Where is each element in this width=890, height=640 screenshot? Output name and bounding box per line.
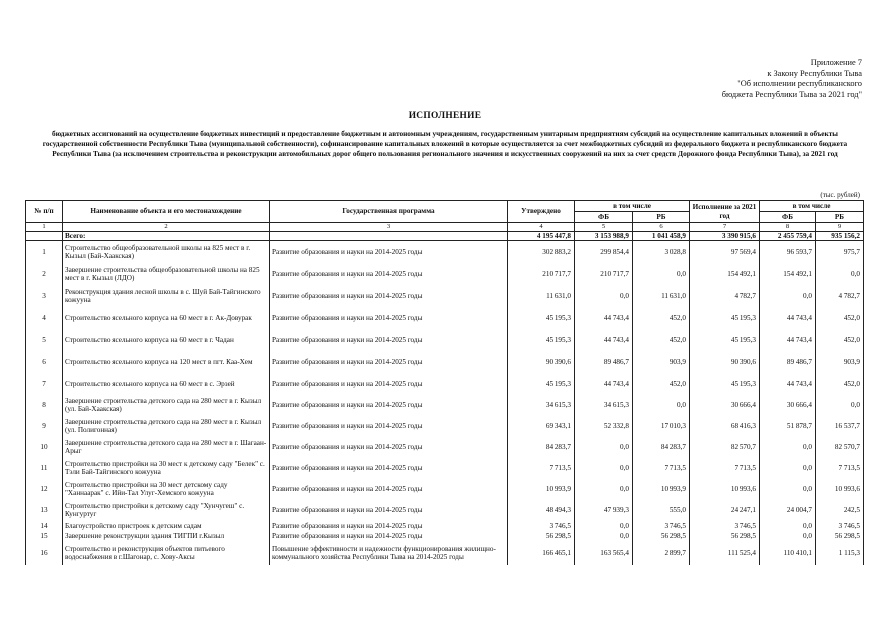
document-subtitle: бюджетных ассигнований на осуществление бюджетных инвестиций и предоставление бюджетным и автономным учреждениям, государственным унитарным предприятиям субсидий на осуществление капитальных вложений в объекты государственной собственности Республики Тыва (муниципальной собственности), софинансирование капитальных вложений в которые осуществляется за счет межбюджетных субсидий из федерального бюджета и республиканского бюджета Республики Тыва (за исключением строительства и реконструкции автомобильных дорог общего пользования регионального значения и искусственных сооружений на них за счет средств Дорожного фонда Республики Тыва), за 2021 год [42, 129, 848, 158]
approved-value: 11 631,0 [508, 285, 575, 307]
fb-value: 0,0 [575, 479, 633, 500]
execution-fb-value: 96 593,7 [760, 241, 816, 263]
column-number: 5 [575, 223, 633, 232]
execution-fb-value: 0,0 [760, 437, 816, 458]
execution-rb-value: 16 537,7 [816, 416, 864, 437]
program-name: Развитие образования и науки на 2014-2025 годы [270, 416, 508, 437]
object-name: Строительство ясельного корпуса на 60 мест в г. Ак-Довурак [63, 307, 270, 329]
execution-fb-value: 0,0 [760, 285, 816, 307]
fb-value: 44 743,4 [575, 307, 633, 329]
row-number: 10 [26, 437, 63, 458]
fb-value: 89 486,7 [575, 351, 633, 373]
execution-value: 45 195,3 [690, 373, 760, 395]
total-approved: 4 195 447,8 [508, 232, 575, 241]
execution-fb-value: 0,0 [760, 531, 816, 541]
rb-value: 0,0 [633, 263, 690, 285]
total-execution: 3 390 915,6 [690, 232, 760, 241]
fb-value: 47 939,3 [575, 500, 633, 521]
row-number: 5 [26, 329, 63, 351]
execution-fb-value: 89 486,7 [760, 351, 816, 373]
execution-rb-value: 0,0 [816, 263, 864, 285]
table-row [26, 285, 864, 307]
execution-rb-value: 452,0 [816, 373, 864, 395]
execution-rb-value: 82 570,7 [816, 437, 864, 458]
object-name: Завершение строительства детского сада на 280 мест в г. Кызыл (ул. Бай-Хаакская) [63, 395, 270, 416]
execution-fb-value: 0,0 [760, 458, 816, 479]
rb-value: 17 010,3 [633, 416, 690, 437]
program-name: Развитие образования и науки на 2014-2025 годы [270, 285, 508, 307]
approved-value: 3 746,5 [508, 521, 575, 531]
row-number: 14 [26, 521, 63, 531]
execution-table [25, 200, 864, 565]
execution-value: 97 569,4 [690, 241, 760, 263]
rb-value: 11 631,0 [633, 285, 690, 307]
fb-value: 44 743,4 [575, 373, 633, 395]
header-name: Наименование объекта и его местонахождение [63, 201, 270, 223]
total-execution-rb: 935 156,2 [816, 232, 864, 241]
header-including-2: в том числе [760, 201, 864, 212]
total-execution-fb: 2 455 759,4 [760, 232, 816, 241]
execution-fb-value: 110 410,1 [760, 541, 816, 565]
rb-value: 555,0 [633, 500, 690, 521]
approved-value: 10 993,9 [508, 479, 575, 500]
table-row [26, 351, 864, 373]
row-number: 7 [26, 373, 63, 395]
object-name: Строительство общеобразовательной школы на 825 мест в г. Кызыл (Бай-Хаакская) [63, 241, 270, 263]
program-name: Развитие образования и науки на 2014-2025 годы [270, 307, 508, 329]
table-row [26, 531, 864, 541]
appendix-line: бюджета Республики Тыва за 2021 год" [721, 89, 862, 99]
rb-value: 7 713,5 [633, 458, 690, 479]
rb-value: 903,9 [633, 351, 690, 373]
object-name: Строительство пристройки на 30 мест детскому саду "Ханнаарак" с. Ийи-Тал Улуг-Хемского кожууна [63, 479, 270, 500]
execution-value: 56 298,5 [690, 531, 760, 541]
table-body [26, 241, 864, 565]
execution-rb-value: 975,7 [816, 241, 864, 263]
row-number: 13 [26, 500, 63, 521]
table-row [26, 521, 864, 531]
fb-value: 0,0 [575, 531, 633, 541]
approved-value: 56 298,5 [508, 531, 575, 541]
table-row [26, 416, 864, 437]
execution-rb-value: 7 713,5 [816, 458, 864, 479]
execution-fb-value: 0,0 [760, 479, 816, 500]
execution-value: 45 195,3 [690, 329, 760, 351]
header-program: Государственная программа [270, 201, 508, 223]
approved-value: 166 465,1 [508, 541, 575, 565]
header-rb-1: РБ [633, 212, 690, 223]
rb-value: 3 028,8 [633, 241, 690, 263]
execution-value: 3 746,5 [690, 521, 760, 531]
execution-fb-value: 0,0 [760, 521, 816, 531]
program-name: Развитие образования и науки на 2014-2025 годы [270, 521, 508, 531]
program-name: Развитие образования и науки на 2014-2025 годы [270, 458, 508, 479]
total-rb: 1 041 458,9 [633, 232, 690, 241]
object-name: Строительство пристройки на 30 мест к детскому саду "Белек" с. Тэли Бай-Тайгинского кожууна [63, 458, 270, 479]
approved-value: 210 717,7 [508, 263, 575, 285]
table-row [26, 307, 864, 329]
rb-value: 452,0 [633, 373, 690, 395]
total-row [26, 232, 864, 241]
execution-rb-value: 1 115,3 [816, 541, 864, 565]
execution-fb-value: 44 743,4 [760, 307, 816, 329]
approved-value: 90 390,6 [508, 351, 575, 373]
object-name: Завершение строительства общеобразовательной школы на 825 мест в г. Кызыл (ЛДО) [63, 263, 270, 285]
object-name: Благоустройство пристроек к детским садам [63, 521, 270, 531]
execution-value: 68 416,3 [690, 416, 760, 437]
row-number: 15 [26, 531, 63, 541]
units-label: (тыс. рублей) [820, 191, 860, 199]
total-label: Всего: [63, 232, 270, 241]
document-title: ИСПОЛНЕНИЕ [408, 111, 482, 121]
program-name: Развитие образования и науки на 2014-2025 годы [270, 437, 508, 458]
approved-value: 7 713,5 [508, 458, 575, 479]
row-number: 4 [26, 307, 63, 329]
approved-value: 45 195,3 [508, 329, 575, 351]
execution-value: 154 492,1 [690, 263, 760, 285]
execution-rb-value: 3 746,5 [816, 521, 864, 531]
column-number: 6 [633, 223, 690, 232]
table-row [26, 437, 864, 458]
execution-rb-value: 0,0 [816, 395, 864, 416]
column-number: 7 [690, 223, 760, 232]
column-number-row [26, 223, 864, 232]
rb-value: 56 298,5 [633, 531, 690, 541]
execution-value: 4 782,7 [690, 285, 760, 307]
fb-value: 0,0 [575, 285, 633, 307]
program-name: Развитие образования и науки на 2014-2025 годы [270, 531, 508, 541]
program-name: Развитие образования и науки на 2014-2025 годы [270, 479, 508, 500]
fb-value: 34 615,3 [575, 395, 633, 416]
approved-value: 48 494,3 [508, 500, 575, 521]
approved-value: 302 883,2 [508, 241, 575, 263]
row-number: 8 [26, 395, 63, 416]
program-name: Развитие образования и науки на 2014-2025 годы [270, 351, 508, 373]
execution-value: 24 247,1 [690, 500, 760, 521]
program-name: Развитие образования и науки на 2014-2025 годы [270, 500, 508, 521]
execution-rb-value: 452,0 [816, 329, 864, 351]
table-row [26, 329, 864, 351]
program-name: Развитие образования и науки на 2014-2025 годы [270, 329, 508, 351]
header-including-1: в том числе [575, 201, 690, 212]
column-number: 3 [270, 223, 508, 232]
execution-rb-value: 10 993,6 [816, 479, 864, 500]
row-number: 6 [26, 351, 63, 373]
program-name: Развитие образования и науки на 2014-2025 годы [270, 241, 508, 263]
execution-value: 90 390,6 [690, 351, 760, 373]
total-fb: 3 153 988,9 [575, 232, 633, 241]
execution-fb-value: 154 492,1 [760, 263, 816, 285]
table-row [26, 241, 864, 263]
execution-value: 10 993,6 [690, 479, 760, 500]
row-number: 2 [26, 263, 63, 285]
rb-value: 0,0 [633, 395, 690, 416]
rb-value: 452,0 [633, 329, 690, 351]
fb-value: 52 332,8 [575, 416, 633, 437]
row-number: 1 [26, 241, 63, 263]
execution-rb-value: 452,0 [816, 307, 864, 329]
header-num: № п/п [26, 201, 63, 223]
table-row [26, 263, 864, 285]
program-name: Развитие образования и науки на 2014-2025 годы [270, 263, 508, 285]
rb-value: 3 746,5 [633, 521, 690, 531]
fb-value: 210 717,7 [575, 263, 633, 285]
execution-value: 111 525,4 [690, 541, 760, 565]
object-name: Строительство ясельного корпуса на 120 мест в пгт. Каа-Хем [63, 351, 270, 373]
execution-fb-value: 51 878,7 [760, 416, 816, 437]
appendix-line: "Об исполнении республиканского [737, 79, 862, 89]
approved-value: 69 343,1 [508, 416, 575, 437]
execution-fb-value: 44 743,4 [760, 373, 816, 395]
approved-value: 34 615,3 [508, 395, 575, 416]
row-number: 11 [26, 458, 63, 479]
execution-fb-value: 30 666,4 [760, 395, 816, 416]
fb-value: 0,0 [575, 521, 633, 531]
table-row [26, 500, 864, 521]
execution-value: 82 570,7 [690, 437, 760, 458]
execution-rb-value: 56 298,5 [816, 531, 864, 541]
execution-rb-value: 242,5 [816, 500, 864, 521]
column-number: 4 [508, 223, 575, 232]
object-name: Реконструкция здания лесной школы в с. Шуй Бай-Тайгинского кожууна [63, 285, 270, 307]
execution-fb-value: 44 743,4 [760, 329, 816, 351]
program-name: Повышение эффективности и надежности функционирования жилищно-коммунального хозяйства Республики Тыва на 2014-2025 годы [270, 541, 508, 565]
column-number: 2 [63, 223, 270, 232]
table-row [26, 479, 864, 500]
appendix-line: к Закону Республики Тыва [767, 68, 862, 78]
execution-value: 45 195,3 [690, 307, 760, 329]
table-header [26, 201, 864, 232]
approved-value: 45 195,3 [508, 307, 575, 329]
table-row [26, 395, 864, 416]
header-fb-2: ФБ [760, 212, 816, 223]
fb-value: 44 743,4 [575, 329, 633, 351]
row-number: 9 [26, 416, 63, 437]
execution-rb-value: 903,9 [816, 351, 864, 373]
approved-value: 84 283,7 [508, 437, 575, 458]
table-row [26, 373, 864, 395]
object-name: Строительство и реконструкция объектов питьевого водоснабжения в г.Шагонар, с. Хову-Аксы [63, 541, 270, 565]
object-name: Завершение строительства детского сада на 280 мест в г. Кызыл (ул. Полигонная) [63, 416, 270, 437]
row-number: 16 [26, 541, 63, 565]
fb-value: 163 565,4 [575, 541, 633, 565]
header-rb-2: РБ [816, 212, 864, 223]
column-number: 9 [816, 223, 864, 232]
execution-value: 7 713,5 [690, 458, 760, 479]
rb-value: 452,0 [633, 307, 690, 329]
object-name: Строительство пристройки к детскому саду "Хунчугеш" с. Кунгуртуг [63, 500, 270, 521]
header-execution: Исполнение за 2021 год [690, 201, 760, 223]
appendix-block [722, 58, 862, 100]
object-name: Строительство ясельного корпуса на 60 мест в с. Эрзей [63, 373, 270, 395]
object-name: Строительство ясельного корпуса на 60 мест в г. Чадан [63, 329, 270, 351]
row-number: 3 [26, 285, 63, 307]
row-number: 12 [26, 479, 63, 500]
approved-value: 45 195,3 [508, 373, 575, 395]
rb-value: 2 899,7 [633, 541, 690, 565]
fb-value: 0,0 [575, 437, 633, 458]
fb-value: 299 854,4 [575, 241, 633, 263]
program-name: Развитие образования и науки на 2014-2025 годы [270, 395, 508, 416]
header-approved: Утверждено [508, 201, 575, 223]
table-row [26, 458, 864, 479]
object-name: Завершение строительства детского сада на 280 мест в г. Шагаан-Арыг [63, 437, 270, 458]
header-fb-1: ФБ [575, 212, 633, 223]
column-number: 1 [26, 223, 63, 232]
execution-fb-value: 24 004,7 [760, 500, 816, 521]
rb-value: 10 993,9 [633, 479, 690, 500]
rb-value: 84 283,7 [633, 437, 690, 458]
program-name: Развитие образования и науки на 2014-2025 годы [270, 373, 508, 395]
execution-rb-value: 4 782,7 [816, 285, 864, 307]
execution-value: 30 666,4 [690, 395, 760, 416]
table-row [26, 541, 864, 565]
fb-value: 0,0 [575, 458, 633, 479]
appendix-line: Приложение 7 [810, 58, 862, 67]
object-name: Завершение реконструкции здания ТИГПИ г.Кызыл [63, 531, 270, 541]
column-number: 8 [760, 223, 816, 232]
